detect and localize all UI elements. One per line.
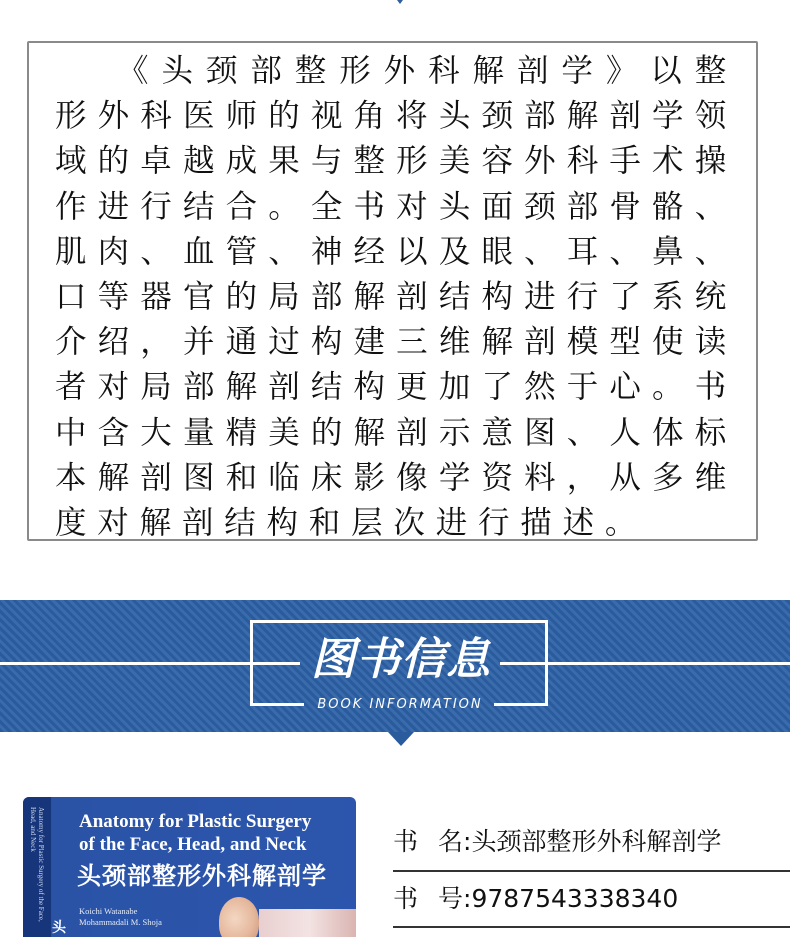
cover-ear-illustration [219,897,259,937]
book-cover [23,797,356,937]
cover-title-en-line2: of the Face, Head, and Neck [79,834,307,855]
banner-title: 图书信息 [311,634,491,685]
info-title-label: 书 [393,827,439,856]
cover-spine [23,797,51,937]
intro-text: 《头颈部整形外科解剖学》以整形外科医师的视角将头颈部解剖学领域的卓越成果与整形美容外科手术操作进行结合。全书对头面颈部骨骼、肌肉、血管、神经以及眼、耳、鼻、口等器官的局部解剖结构进行了系统介绍，并通过构建三维解剖模型使读者对局部解剖结构更加了然于心。书中含大量精美的解剖示意图、人体标本解剖图和临床影像学资料，从多维度对解剖结构和层次进行描述。 [55,53,737,542]
info-row-isbn [393,879,790,919]
info-isbn-label-2: 号: [438,884,472,913]
banner-frame-bottom-left [250,703,304,706]
cover-spine-cn: 头 [52,920,66,936]
info-divider-2 [393,926,790,928]
cover-author-1: Koichi Watanabe [79,906,138,916]
banner-frame-bottom-right [494,703,548,706]
banner-subtitle: BOOK INFORMATION [317,697,483,712]
info-row-title [393,822,790,862]
info-isbn-label: 书 [393,884,439,913]
cover-spine-text: Anatomy for Plastic Surgery of the Face, Head, and Neck [29,807,45,922]
cover-title-cn: 头颈部整形外科解剖学 [77,861,327,890]
cover-title-en-line1: Anatomy for Plastic Surgery [79,811,312,832]
book-info-banner [0,600,790,732]
intro-box [27,41,758,541]
info-isbn-value: 9787543338340 [471,884,679,913]
banner-arrow [388,732,414,746]
info-title-value: 头颈部整形外科解剖学 [471,827,722,856]
info-title-label-2: 名: [438,827,472,856]
cover-author-2: Mohammadali M. Shoja [79,917,162,927]
info-divider-1 [393,870,790,872]
top-divider-arrow [388,0,412,4]
